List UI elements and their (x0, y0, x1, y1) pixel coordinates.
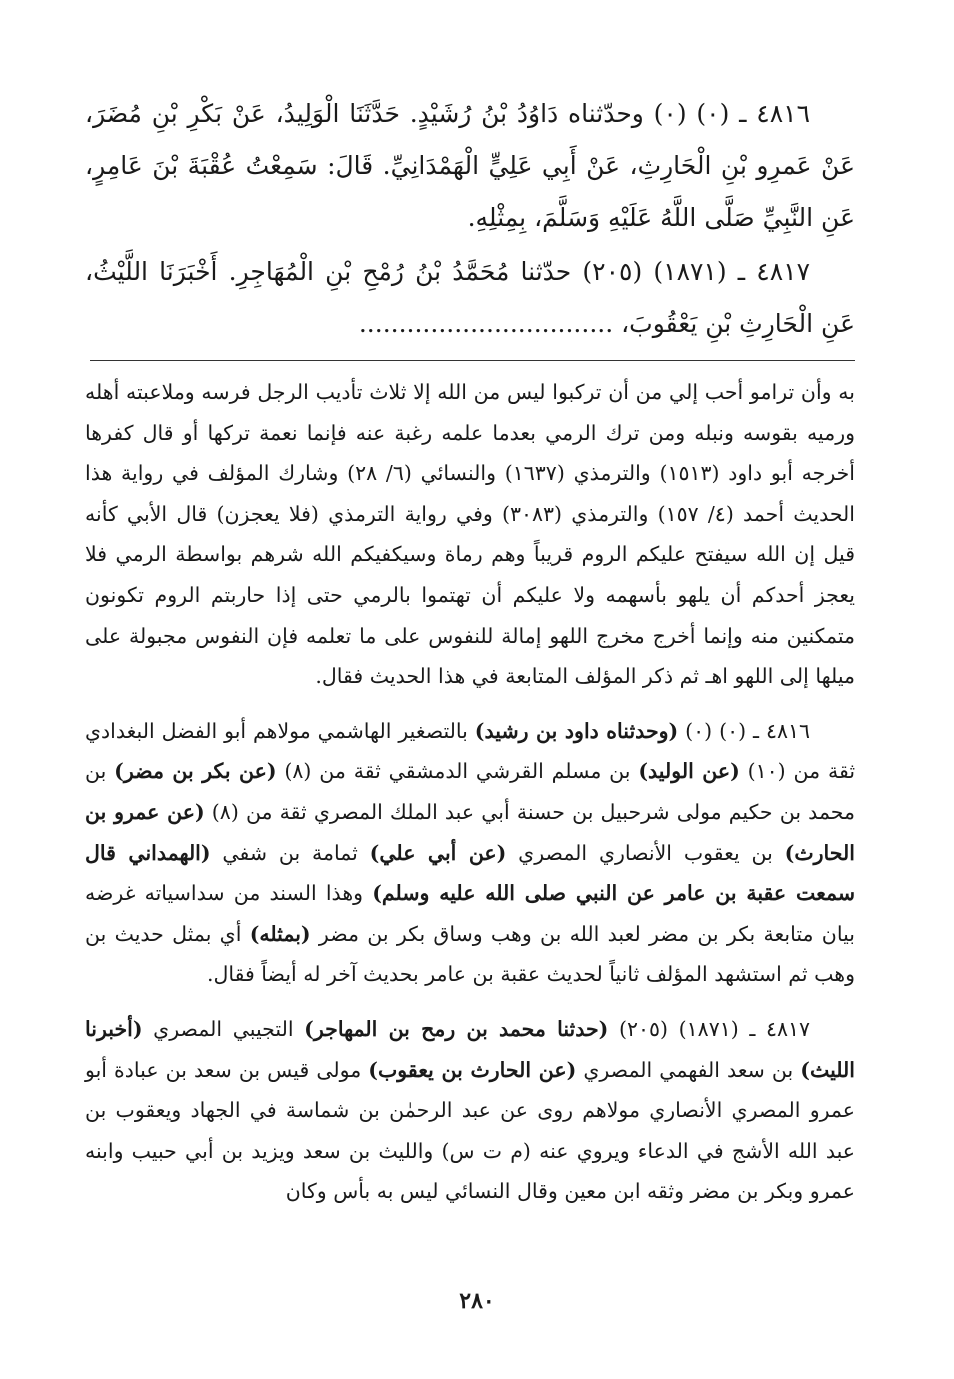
commentary-text: ٤٨١٧ ـ (١٨٧١) (٢٠٥) (608, 1016, 811, 1041)
commentary-text: ٤٨١٦ ـ (٠) (٠) (678, 718, 810, 743)
bold-quoted-text: (عن الوليد) (638, 759, 740, 784)
bold-quoted-text: (عن الحارث بن يعقوب) (368, 1057, 577, 1082)
bold-quoted-text: (عن أبي علي) (369, 840, 507, 865)
hadith-text (85, 88, 855, 352)
bold-quoted-text: (عن بكر بن مضر) (114, 759, 277, 784)
bold-quoted-text: (أخبرنا الليث) (85, 1016, 855, 1082)
commentary-text: بن يعقوب الأنصاري المصري (506, 840, 785, 865)
commentary-paragraph-2 (85, 711, 855, 995)
commentary-text: مولى قيس بن سعد بن عبادة أبو عمرو المصري الأنصاري مولاهم روى عن عبد الرحمٰن بن شماسة في الجهاد ويعقوب بن عبد الله الأشج في الدعاء ويروي عنه (م ت س) والليث بن سعد ويزيد بن أبي حبيب وابنه عمرو وبكر بن مضر وثقه ابن معين وقال النسائي ليس به بأس وكان (85, 1057, 855, 1204)
commentary-text: بن محمد بن حكيم مولى شرحبيل بن حسنة أبي عبد الملك المصري ثقة من (٨) (85, 759, 856, 824)
commentary-text: بن مسلم القرشي الدمشقي ثقة من (٨) (276, 759, 639, 784)
bold-quoted-text: (الهمداني قال سمعت عقبة بن عامر عن النبي صلى الله عليه وسلم) (85, 840, 855, 906)
bold-quoted-text: (حدثنا محمد بن رمح بن المهاجر) (304, 1016, 609, 1041)
commentary-text: بالتصغير الهاشمي مولاهم أبو الفضل البغدادي ثقة من (١٠) (85, 718, 856, 784)
footnote-divider (90, 360, 855, 361)
commentary-text: بن سعد الفهمي المصري (576, 1057, 801, 1082)
commentary-text: أي بمثل حديث بن وهب ثم استشهد المؤلف ثانياً لحديث عقبة بن عامر بحديث آخر له أيضاً فقال. (85, 921, 855, 987)
commentary-text: وهذا السند من سداسياته غرضه بيان متابعة بكر بن مضر لعبد الله بن وهب وساق بكر بن مضر (85, 881, 855, 946)
page-number: ٢٨٠ (459, 1288, 495, 1314)
commentary (85, 372, 855, 1226)
hadith-4817: ٤٨١٧ ـ (١٨٧١) (٢٠٥) حدّثنا مُحَمَّدُ بْنُ رُمْحِ بْنِ الْمُهَاجِرِ. أَخْبَرَنَا اللَّيْثُ، عَنِ الْحَارِثِ بْنِ يَعْقُوبَ، ................................ (85, 257, 855, 338)
commentary-text: التجيبي المصري (142, 1016, 305, 1041)
hadith-4816: ٤٨١٦ ـ (٠) (٠) وحدّثناه دَاوُدُ بْنُ رُشَيْدٍ. حَدَّثَنَا الْوَلِيدُ، عَنْ بَكْرِ بْنِ مُضَرَ، عَنْ عَمرِو بْنِ الْحَارِثِ، عَنْ أَبِي عَلِيٍّ الْهَمْدَانِيِّ. قَالَ: سَمِعْتُ عُقْبَةَ بْنَ عَامِرٍ، عَنِ النَّبِيِّ صَلَّى اللَّهُ عَلَيْهِ وَسَلَّمَ، بِمِثْلِهِ. (85, 99, 855, 232)
commentary-paragraph-3 (85, 1009, 855, 1212)
commentary-paragraph-1: به وأن ترامو أحب إلي من أن تركبوا ليس من الله إلا ثلاث تأديب الرجل فرسه وملاعبته أهله ورميه بقوسه ونبله ومن ترك الرمي بعدما علمه رغبة عنه فإنما نعمة تركها أو قال كفرها أخرجه أبو داود (١٥١٣) والترمذي (١٦٣٧) والنسائي (٦/ ٢٨) وشارك المؤلف في رواية هذا الحديث أحمد (٤/ ١٥٧) والترمذي (٣٠٨٣) وفي رواية الترمذي (فلا يعجزن) قال الأبي كأنه قيل إن الله سيفتح عليكم الروم قريباً وهم رماة وسيكفيكم الله شرهم بواسطة الرمي فلا يعجز أحدكم أن يلهو بأسهمه ولا عليكم أن تهتموا بالرمي حتى إذا حاربتم الروم تكونون متمكنين منه وإنما أخرج مخرج اللهو إمالة للنفوس على ما تعلمه فإن النفوس مجبولة على ميلها إلى اللهو اهـ ثم ذكر المؤلف المتابعة في هذا الحديث فقال. (85, 380, 855, 689)
bold-quoted-text: (وحدثناه داود بن رشيد) (474, 718, 679, 743)
bold-quoted-text: (بمثله) (249, 921, 311, 946)
commentary-text: ثمامة بن شفي (210, 840, 370, 865)
bold-quoted-text: (عن عمرو بن الحارث) (85, 799, 855, 865)
